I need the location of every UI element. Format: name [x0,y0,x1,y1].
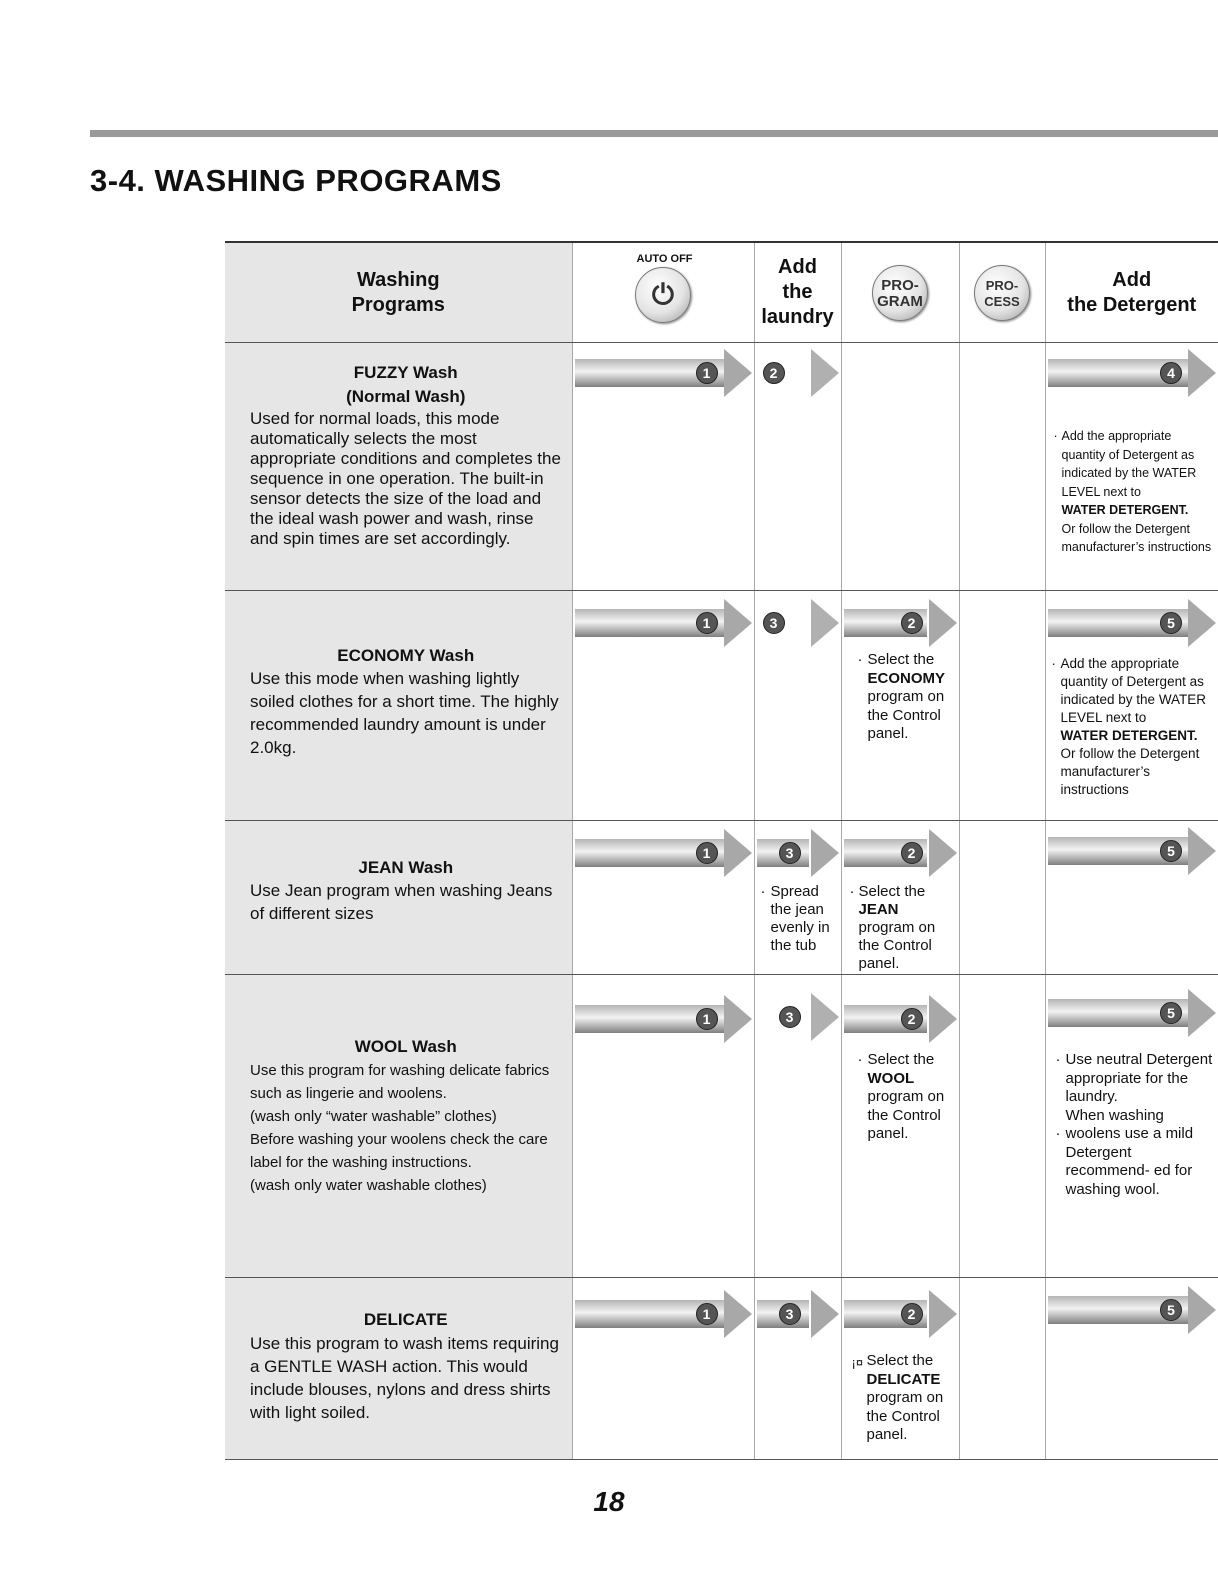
step-arrow [757,829,839,877]
wool-description-3: Before washing your woolens check the care label for the washing instructions. [250,1131,548,1171]
power-button-icon: ⏻ [635,267,691,323]
step-number: 5 [1160,1002,1182,1024]
delicate-detergent-cell [1045,1278,1218,1460]
delicate-name: DELICATE [363,1310,448,1329]
top-rule [90,130,1218,137]
jean-description-cell [225,821,572,975]
jean-detergent-cell [1045,821,1218,975]
step-number: 2 [763,362,785,384]
step-number: 2 [901,842,923,864]
process-button-2: CESS [984,293,1020,309]
step-arrow [575,829,752,877]
delicate-program-cell [841,1278,959,1460]
wool-program-text-1: Select the [867,1051,935,1068]
delicate-power-cell [572,1278,754,1460]
step-number: 3 [763,612,785,634]
step-arrow [575,349,752,397]
economy-program-note [858,651,955,744]
step-number: 3 [779,1303,801,1325]
step-arrow [1048,1286,1217,1334]
step-number: 5 [1160,612,1182,634]
delicate-program-note [852,1352,955,1445]
fuzzy-subname: (Normal Wash) [346,387,466,406]
process-button-1: PRO- [985,277,1019,293]
step-number: 3 [779,1006,801,1028]
header-programs-line2: Programs [351,293,445,316]
fuzzy-detergent-note [1054,427,1215,557]
wool-description-cell [225,975,572,1278]
washing-programs-table [225,241,1218,1460]
wool-laundry-cell [754,975,841,1278]
delicate-program-text-2: DELICATE [866,1370,941,1388]
row-wool [225,975,1218,1278]
step-number: 5 [1160,1299,1182,1321]
bullet: · [857,651,863,668]
jean-process-cell [959,821,1045,975]
step-number: 1 [696,842,718,864]
page-number: 18 [593,1486,625,1517]
fuzzy-detergent-cell [1045,343,1218,591]
bullet: · [857,1051,863,1068]
wool-process-cell [959,975,1045,1278]
economy-program-cell [841,591,959,821]
delicate-laundry-cell [754,1278,841,1460]
wool-program-text-2: WOOL [867,1069,915,1087]
bullet: · [849,883,855,900]
wool-power-cell [572,975,754,1278]
economy-detergent-text-1: Add the appropriate quantity of Detergent as indicated by the WATER LEVEL next to [1060,656,1207,725]
row-fuzzy [225,343,1218,591]
step-arrow [844,995,957,1043]
step-arrow [1048,349,1217,397]
jean-laundry-cell [754,821,841,975]
jean-program-note [850,883,957,973]
jean-name: JEAN Wash [358,858,454,877]
economy-program-text-2: ECONOMY [867,669,946,687]
header-power [572,242,754,343]
header-add-detergent-2: the Detergent [1067,293,1197,316]
step-number: 1 [696,1303,718,1325]
header-add-detergent [1045,242,1218,343]
header-add-laundry-3: laundry [761,306,834,328]
step-arrow [575,995,752,1043]
fuzzy-program-cell [841,343,959,591]
economy-power-cell [572,591,754,821]
step-arrow [757,1290,839,1338]
bullet: · [1055,1051,1061,1068]
program-button-icon [872,265,928,321]
wool-description-2: (wash only “water washable” clothes) [250,1108,497,1125]
jean-program-text-1: Select the [858,883,926,900]
header-add-laundry-2: the [782,281,813,303]
step-arrow [844,1290,957,1338]
step-number: 1 [696,612,718,634]
wool-detergent-text-1: Use neutral Detergent appropriate for the laundry. [1065,1051,1213,1105]
economy-detergent-note [1052,655,1215,799]
header-process [959,242,1045,343]
jean-program-text-3: program on the Control panel. [858,919,936,972]
jean-laundry-text: Spread the jean evenly in the tub [770,883,830,954]
economy-name: ECONOMY Wash [337,646,475,665]
header-program [841,242,959,343]
economy-process-cell [959,591,1045,821]
wool-program-note [858,1051,955,1144]
step-number: 1 [696,362,718,384]
economy-description-cell [225,591,572,821]
fuzzy-process-cell [959,343,1045,591]
bullet: ¡¤ [851,1355,864,1370]
jean-program-text-2: JEAN [858,901,899,918]
economy-laundry-cell [754,591,841,821]
row-jean [225,821,1218,975]
jean-description: Use Jean program when washing Jeans of different sizes [250,881,553,923]
delicate-description: Use this program to wash items requiring a GENTLE WASH action. This would include blouses, nylons and dress shirts with light soiled. [250,1334,559,1422]
step-number: 2 [901,1303,923,1325]
step-arrow [1048,989,1217,1037]
step-arrow [575,599,752,647]
row-delicate [225,1278,1218,1460]
process-button-icon [974,265,1030,321]
economy-program-text-1: Select the [867,651,935,668]
fuzzy-detergent-text-1: Add the appropriate quantity of Detergent as indicated by the WATER LEVEL next to [1061,429,1197,499]
step-number: 4 [1160,362,1182,384]
jean-laundry-note [761,883,839,955]
wool-name: WOOL Wash [354,1037,457,1056]
program-button-1: PRO- [881,276,919,294]
bullet: · [760,883,766,900]
delicate-description-cell [225,1278,572,1460]
wool-detergent-text-2: When washing woolens use a mild Detergent recommend- ed for washing wool. [1065,1106,1194,1198]
header-row [225,242,1218,343]
delicate-program-text-3: program on the Control panel. [866,1389,944,1443]
economy-detergent-text-2: WATER DETERGENT. [1060,728,1198,743]
step-number: 5 [1160,840,1182,862]
header-add-laundry-1: Add [778,256,817,278]
economy-program-text-3: program on the Control panel. [867,688,945,742]
wool-description-1: Use this program for washing delicate fabrics such as lingerie and woolens. [250,1062,550,1102]
fuzzy-description: Used for normal loads, this mode automatically selects the most appropriate conditions and completes the sequence in one operation. The built-in sensor detects the size of the load and the ideal wash power and wash, rinse and spin times are set accordingly. [250,409,561,548]
program-button-2: GRAM [877,292,923,310]
step-arrow [844,829,957,877]
fuzzy-laundry-cell [754,343,841,591]
fuzzy-detergent-text-3: Or follow the Detergent manufacturer’s instructions [1061,521,1212,554]
jean-program-cell [841,821,959,975]
wool-program-text-3: program on the Control panel. [867,1088,945,1142]
step-number: 3 [779,842,801,864]
step-number: 2 [901,1008,923,1030]
step-arrow [757,599,839,647]
section-title: 3-4. WASHING PROGRAMS [90,163,502,198]
wool-detergent-note [1056,1051,1215,1199]
delicate-program-text-1: Select the [866,1352,934,1369]
step-arrow [1048,827,1217,875]
delicate-process-cell [959,1278,1045,1460]
wool-description-4: (wash only water washable clothes) [250,1177,487,1194]
fuzzy-detergent-text-2: WATER DETERGENT. [1061,503,1189,517]
header-programs [225,242,572,343]
bullet: · [1055,1125,1061,1142]
step-arrow [757,993,839,1041]
row-economy [225,591,1218,821]
auto-off-label: AUTO OFF [636,253,693,265]
wool-detergent-cell [1045,975,1218,1278]
fuzzy-power-cell [572,343,754,591]
step-arrow [757,349,839,397]
bullet: · [1053,429,1058,443]
economy-detergent-text-3: Or follow the Detergent manufacturer’s instructions [1060,746,1200,797]
fuzzy-description-cell [225,343,572,591]
step-arrow [1048,599,1217,647]
step-arrow [844,599,957,647]
header-add-detergent-1: Add [1112,268,1152,291]
step-arrow [575,1290,752,1338]
bullet: · [1051,656,1056,671]
economy-detergent-cell [1045,591,1218,821]
step-number: 2 [901,612,923,634]
header-add-laundry [754,242,841,343]
economy-description: Use this mode when washing lightly soiled clothes for a short time. The highly recommended laundry amount is under 2.0kg. [250,669,559,757]
step-number: 1 [696,1008,718,1030]
fuzzy-name: FUZZY Wash [353,363,458,382]
header-programs-line1: Washing [356,268,440,291]
wool-program-cell [841,975,959,1278]
jean-power-cell [572,821,754,975]
